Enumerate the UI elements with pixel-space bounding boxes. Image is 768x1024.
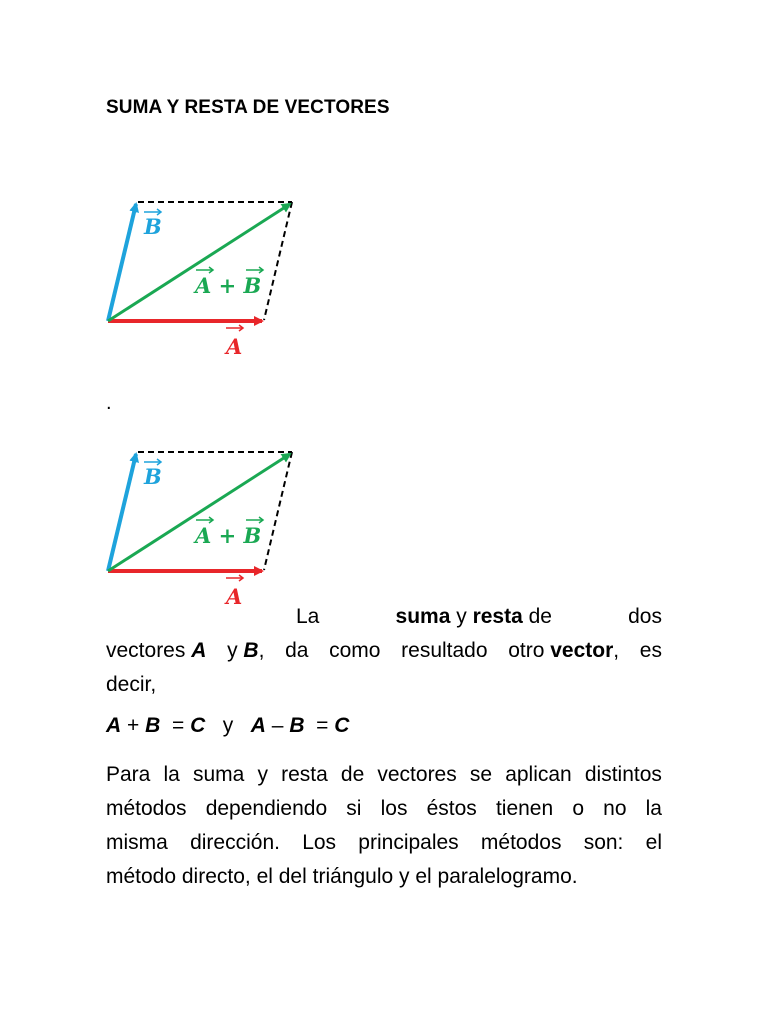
- paragraph-1-line-1: [296, 600, 662, 634]
- document-title: SUMA Y RESTA DE VECTORES: [106, 97, 390, 118]
- word-A: A: [191, 639, 207, 662]
- word: son:: [583, 831, 624, 854]
- word: Para: [106, 763, 151, 786]
- eq-equals: =: [171, 714, 185, 737]
- word: resultado: [401, 639, 488, 662]
- vector-diagram-svg: [96, 440, 316, 610]
- word: dos: [628, 605, 662, 628]
- vector-sum-arrow: [108, 204, 290, 321]
- word: como: [329, 639, 381, 662]
- vector-b-arrow: [108, 454, 136, 571]
- word: éstos: [426, 797, 477, 820]
- label-sum: [193, 517, 263, 548]
- svg-text:B: B: [144, 464, 162, 489]
- label-a: [224, 325, 243, 359]
- word: da: [285, 639, 309, 662]
- eq-a: A: [106, 714, 122, 737]
- paragraph-2-line: método directo, el del triángulo y el paralelogramo.: [106, 865, 578, 888]
- label-b: [143, 459, 162, 489]
- eq-y: y: [222, 714, 234, 737]
- eq-b: B: [289, 714, 305, 737]
- svg-text:A: A: [226, 334, 243, 359]
- word: de: [340, 763, 365, 786]
- word: no: [603, 797, 627, 820]
- separator-dot: .: [106, 392, 112, 414]
- eq-plus: +: [127, 714, 140, 737]
- svg-text:A + B: A + B: [195, 523, 262, 548]
- eq-c: C: [190, 714, 206, 737]
- word: principales: [358, 831, 459, 854]
- word: los: [380, 797, 408, 820]
- paragraph-1-line-2: [106, 634, 662, 668]
- word: vectores: [106, 639, 186, 662]
- word: la: [163, 763, 180, 786]
- paragraph-1-line-3: decir,: [106, 673, 157, 696]
- word-B: B: [243, 639, 259, 662]
- word: la: [645, 797, 662, 820]
- word: distintos: [584, 763, 662, 786]
- word: es: [639, 639, 662, 662]
- word: y: [456, 605, 467, 628]
- label-sum: [193, 267, 263, 298]
- vector-b-arrow: [108, 204, 136, 321]
- label-a: [224, 575, 243, 609]
- paragraph-2: [106, 758, 662, 894]
- word: La: [296, 605, 320, 628]
- vector-sum-arrow: [108, 454, 290, 571]
- vector-diagram-2: [96, 440, 316, 610]
- paragraph-1: [106, 634, 662, 702]
- word: suma: [192, 763, 245, 786]
- word: y: [227, 639, 238, 662]
- word: se: [469, 763, 493, 786]
- eq-minus: –: [271, 714, 284, 737]
- vector-diagram-svg: [96, 190, 316, 360]
- word: el: [645, 831, 662, 854]
- word: métodos: [480, 831, 562, 854]
- label-b: [143, 209, 162, 239]
- eq-c: C: [334, 714, 350, 737]
- word: de: [528, 605, 552, 628]
- svg-text:B: B: [144, 214, 162, 239]
- word: y: [257, 763, 268, 786]
- comma: ,: [258, 639, 265, 662]
- word-vector: vector: [550, 639, 614, 662]
- word: si: [346, 797, 362, 820]
- word: misma: [106, 831, 168, 854]
- word: resta: [281, 763, 328, 786]
- svg-text:A + B: A + B: [195, 273, 262, 298]
- vector-diagram-1: [96, 190, 316, 360]
- word: vectores: [377, 763, 457, 786]
- paragraph-2-line: [106, 792, 662, 826]
- comma: ,: [613, 639, 620, 662]
- word-resta: resta: [472, 605, 523, 628]
- svg-text:A: A: [226, 584, 243, 609]
- eq-b: B: [145, 714, 161, 737]
- word: o: [572, 797, 584, 820]
- word: métodos: [106, 797, 187, 820]
- paragraph-2-line: [106, 826, 662, 860]
- word: aplican: [505, 763, 572, 786]
- word: Los: [302, 831, 337, 854]
- paragraph-2-line: [106, 758, 662, 792]
- word: tienen: [495, 797, 554, 820]
- eq-a: A: [250, 714, 266, 737]
- word: otro: [508, 639, 545, 662]
- word: dirección.: [190, 831, 280, 854]
- equations-line: [106, 714, 349, 738]
- word: dependiendo: [205, 797, 328, 820]
- word-suma: suma: [395, 605, 451, 628]
- eq-equals: =: [316, 714, 329, 737]
